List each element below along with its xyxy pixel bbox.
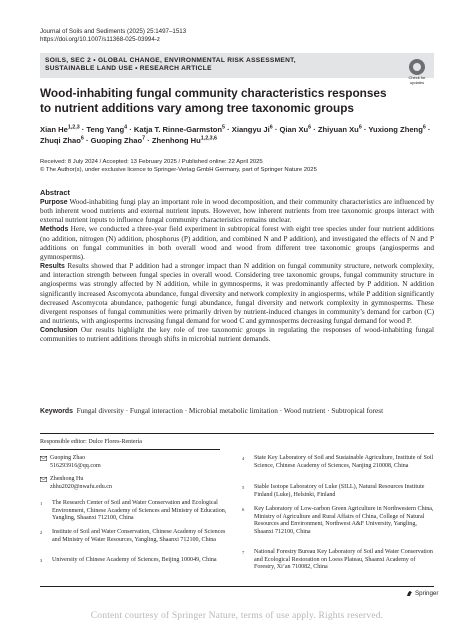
contact-email[interactable]: 516293916@qq.com bbox=[50, 462, 101, 469]
publisher-logo bbox=[406, 590, 438, 597]
abstract-methods bbox=[40, 225, 434, 262]
affiliation-text: University of Chinese Academy of Sciences, Beijing 100049, China bbox=[52, 557, 217, 563]
courtesy-notice: Content courtesy of Springer Nature, terms of use apply. Rights reserved. bbox=[90, 610, 384, 621]
affiliation-text: Stable Isotope Laboratory of Luke (SILL), Natural Resources Institute Finland (Luke), Helsinki, Finland bbox=[254, 484, 425, 498]
affiliation-marker[interactable]: 1,2,3 bbox=[67, 124, 80, 131]
affiliation-marker[interactable]: 6 bbox=[422, 124, 426, 131]
copyright-notice: © The Author(s), under exclusive licence to Springer-Verlag GmbH Germany, part of Springer Nature 2025 bbox=[40, 167, 317, 174]
contact-guoping-zhao bbox=[40, 455, 230, 470]
journal-header bbox=[40, 28, 186, 44]
methods-label: Methods bbox=[40, 226, 69, 234]
conclusion-text: Our results highlight the key role of tree taxonomic groups in regulating the responses of wood-inhabiting fungal communities to nutrient additions through shifts in microbial nutrient demands. bbox=[40, 326, 435, 344]
abstract-heading: Abstract bbox=[40, 188, 70, 197]
affiliation-number: 7 bbox=[242, 549, 245, 555]
affiliation-number: 6 bbox=[242, 506, 245, 512]
footnote-divider bbox=[40, 433, 434, 434]
affiliation-marker[interactable]: 6 bbox=[308, 124, 312, 131]
badge-line-2: updates bbox=[409, 79, 425, 85]
springer-horse-icon bbox=[406, 590, 413, 597]
envelope-icon bbox=[40, 455, 50, 470]
abstract-results bbox=[40, 262, 434, 326]
affiliation-marker[interactable]: 6 bbox=[269, 124, 273, 131]
results-text: Results showed that P addition had a stronger impact than N addition on fungal community structure, network complexity, and interaction strength between fungal species in overall wood. Considering tree taxonomic groups, fungal community structure in angiosperms was strongly affected by N addition, while in gymnosperms, it was predominantly affected by P addition. N addition significantly increased Ascomycota abundance, fungal diversity and network complexity in angiosperms, while P addition significantly decreased Ascomycota abundance, pathogenic fungi abundance, fungal diversity and network complexity in gymnosperms. These divergent responses of fungal communities were primarily driven by nutrient-induced changes in community’s demand for carbon (C) and nutrients, with angiosperms increasing fungal demand for wood C and gymnosperms decreasing fungal demand for wood P. bbox=[40, 262, 434, 326]
affiliation-number: 5 bbox=[242, 484, 245, 490]
contact-email[interactable]: zhhu2020@nwafu.edu.cn bbox=[50, 483, 112, 490]
abstract-body bbox=[40, 198, 434, 345]
article-title: Wood-inhabiting fungal community characteristics responses to nutrient additions vary among tree taxonomic groups bbox=[40, 86, 387, 115]
affiliation-marker[interactable]: 6 bbox=[80, 135, 84, 142]
affiliation-number: 2 bbox=[40, 529, 43, 535]
affiliation-5 bbox=[242, 484, 434, 499]
check-for-updates-label bbox=[404, 76, 430, 85]
affiliation-number: 4 bbox=[242, 455, 245, 461]
affiliation-7 bbox=[242, 549, 434, 572]
abstract-conclusion bbox=[40, 326, 434, 344]
publication-dates bbox=[40, 158, 434, 174]
badge-line-1: Check for bbox=[408, 75, 426, 80]
affiliation-1 bbox=[40, 500, 230, 523]
check-for-updates-badge[interactable] bbox=[404, 59, 430, 87]
envelope-icon bbox=[40, 476, 50, 491]
conclusion-label: Conclusion bbox=[40, 327, 78, 335]
page-footer-divider bbox=[40, 586, 434, 587]
affiliation-text: National Forestry Bureau Key Laboratory of Soil and Water Conservation and Ecological Restoration on Loess Plateau, Shaanxi Academy of Forestry, Xi’an 710082, China bbox=[254, 549, 433, 571]
section-label-line-2: SUSTAINABLE LAND USE • RESEARCH ARTICLE bbox=[45, 65, 212, 73]
contact-name: Zhenhong Hu bbox=[50, 476, 84, 482]
affiliation-marker[interactable]: 4 bbox=[124, 124, 128, 131]
author-list bbox=[40, 124, 434, 146]
author-line-2: Zhuqi Zhao$^6$ · Guoping Zhao$^7$ · Zhenhong Hu$^{1,2,3,6}$ bbox=[40, 135, 218, 145]
affiliation-text: Institute of Soil and Water Conservation, Chinese Academy of Sciences and Ministry of Water Resources, Yangling, Shaanxi 712100, China bbox=[52, 529, 226, 543]
purpose-text: Wood-inhabiting fungi play an important role in wood decomposition, and their community characteristics are influenced by both inherent wood nutrients and external nutrient inputs. However, how inherent nutrients from tree taxonomic groups interact with external nutrient inputs to influence fungal community characteristics remains unclear. bbox=[40, 198, 434, 225]
section-label-line-1: SOILS, SEC 2 • GLOBAL CHANGE, ENVIRONMENTAL RISK ASSESSMENT, bbox=[45, 57, 296, 64]
affiliation-6 bbox=[242, 506, 434, 536]
keywords-label: Keywords bbox=[40, 408, 73, 415]
affiliation-2 bbox=[40, 529, 230, 544]
affiliation-text: The Research Center of Soil and Water Conservation and Ecological Environment, Chinese Academy of Sciences and Ministry of Education, Yangling, Shaanxi 712100, China bbox=[52, 500, 227, 522]
affiliation-text: Key Laboratory of Low-carbon Green Agriculture in Northwestern China, Ministry of Agriculture and Rural Affairs of China, College of Natural Resources and Environment, Northwest A&F University, Yangling, Shaanxi 712100, China bbox=[254, 506, 434, 535]
keywords-text: Fungal diversity · Fungal interaction · Microbial metabolic limitation · Wood nutrient · Subtropical forest bbox=[76, 407, 384, 415]
affiliation-marker[interactable]: 6 bbox=[358, 124, 362, 131]
publisher-name: Springer bbox=[415, 590, 439, 597]
affiliation-marker[interactable]: 1,2,3,6 bbox=[200, 135, 218, 142]
affiliation-text: State Key Laboratory of Soil and Sustainable Agriculture, Institute of Soil Science, Chinese Academy of Sciences, Nanjing 210008, China bbox=[254, 455, 434, 469]
affiliation-4 bbox=[242, 455, 434, 470]
check-for-updates-icon bbox=[409, 59, 425, 75]
affiliation-number: 1 bbox=[40, 500, 43, 506]
received-accepted-published: Received: 8 July 2024 / Accepted: 13 February 2025 / Published online: 22 April 2025 bbox=[40, 159, 263, 165]
section-banner bbox=[40, 53, 434, 78]
responsible-editor: Responsible editor: Dulce Flores-Rentería bbox=[40, 439, 142, 445]
journal-citation: Journal of Soils and Sediments (2025) 25:1497–1513 bbox=[40, 28, 187, 35]
contact-zhenhong-hu bbox=[40, 476, 230, 491]
purpose-label: Purpose bbox=[40, 199, 68, 206]
methods-text: Here, we conducted a three-year field experiment in subtropical forest with eight tree species under four nutrient additions (no addition, nitrogen (N) addition, phosphorus (P) addition, and combined N and P addition), and investigated the effects of N and P additions on fungal communities in both overall wood and wood from different tree taxonomic groups (angiosperms and gymnosperms). bbox=[40, 225, 435, 261]
results-label: Results bbox=[40, 263, 65, 271]
author-line-1: Xian He$^{1,2,3}$ · Teng Yang$^4$ · Katja T. Rinne-Garmston$^5$ · Xiangyu $Ji^6$ · Qian $Xu^6$ · Zhiyuan $Xu^6$ · Yuxiong Zheng$^6$ · bbox=[40, 124, 431, 134]
doi-link[interactable]: https://doi.org/10.1007/s11368-025-03994-z bbox=[40, 36, 160, 43]
contact-name: Guoping Zhao bbox=[50, 455, 86, 461]
keywords bbox=[40, 407, 434, 416]
affiliation-marker[interactable]: 7 bbox=[142, 135, 146, 142]
affiliation-number: 3 bbox=[40, 557, 43, 563]
affiliation-marker[interactable]: 5 bbox=[222, 124, 226, 131]
abstract-purpose bbox=[40, 198, 434, 225]
affiliation-3 bbox=[40, 557, 230, 565]
editor-divider bbox=[40, 449, 220, 450]
section-label bbox=[45, 57, 395, 73]
